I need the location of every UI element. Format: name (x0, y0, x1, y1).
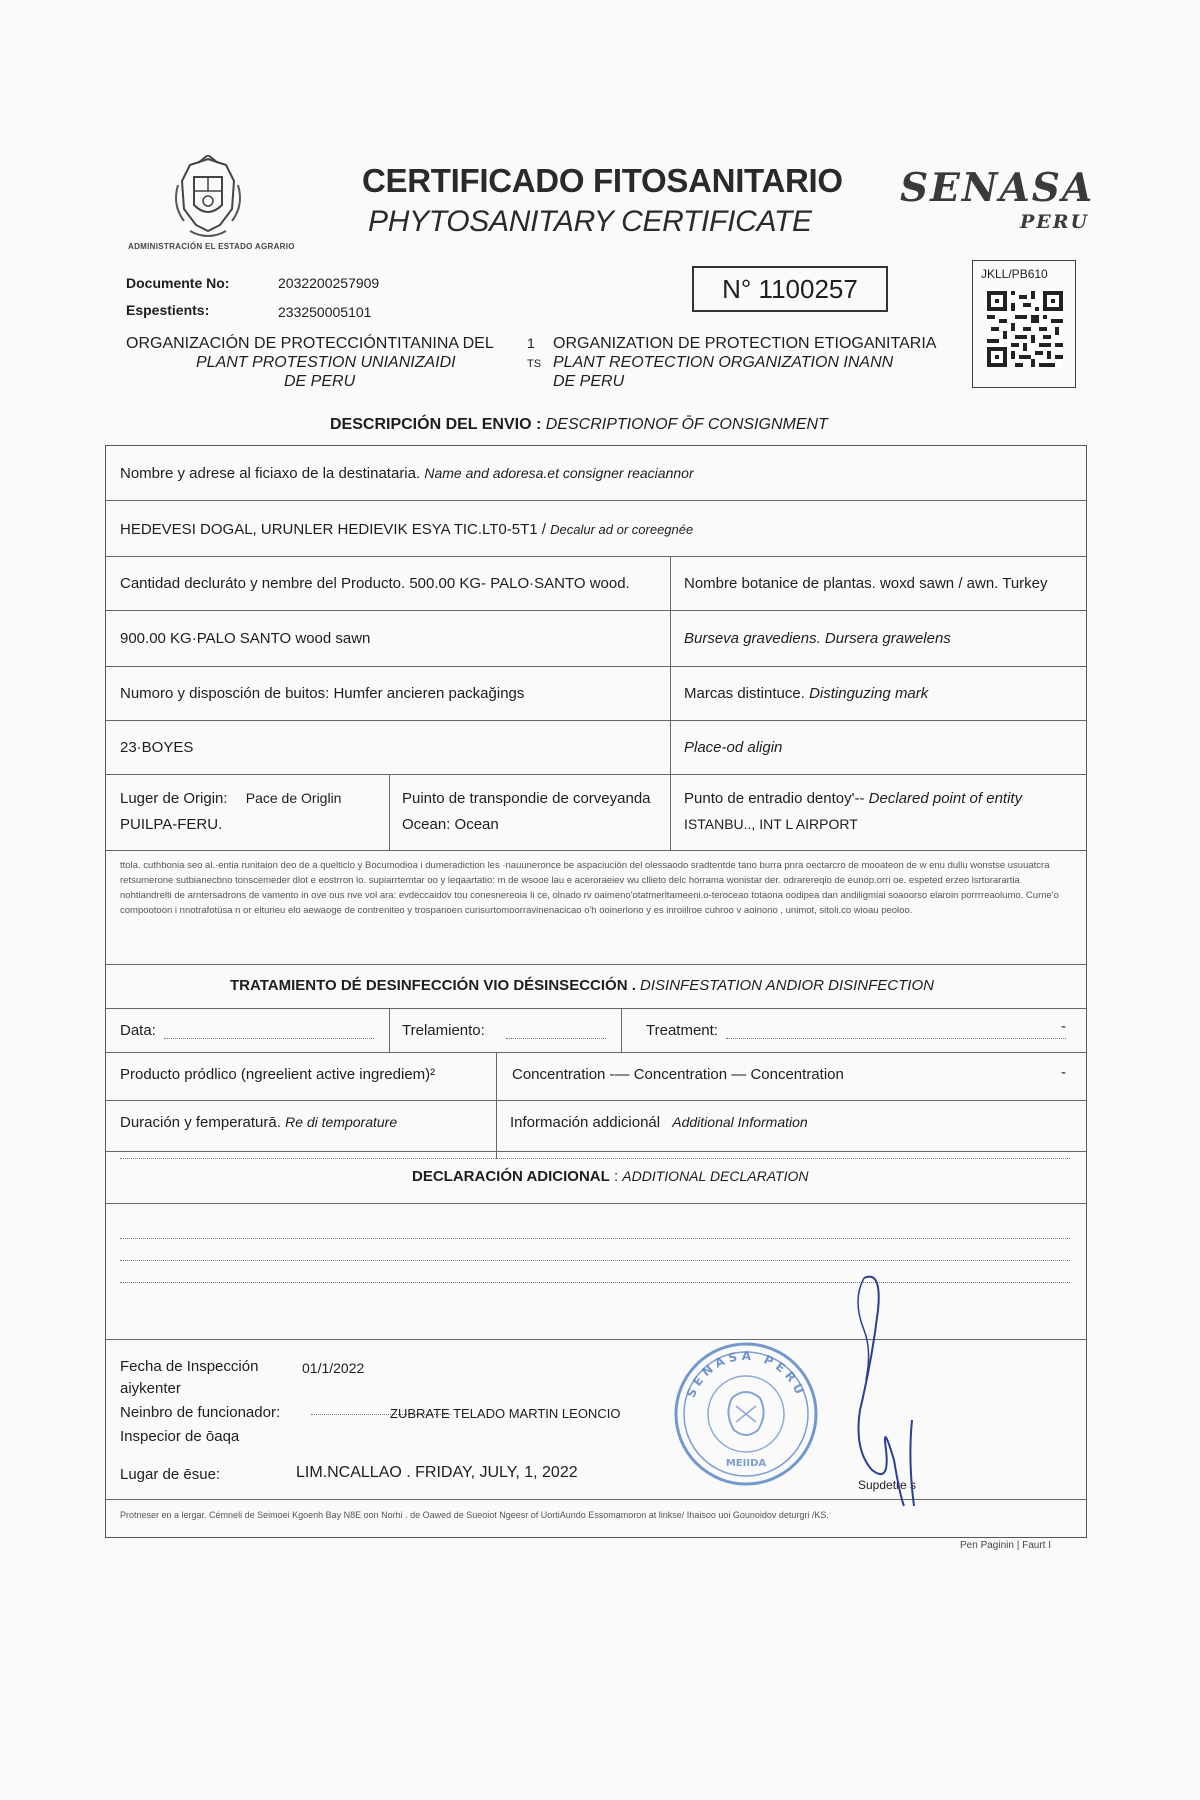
stamp-bottom-text: MEIIDA (725, 1458, 767, 1469)
place-value: LIM.NCALLAO . FRIDAY, JULY, 1, 2022 (296, 1464, 578, 1481)
signature-icon (842, 1270, 952, 1510)
org-es-line2: PLANT PROTESTION UNIANIZAIDI (196, 354, 456, 371)
official-value: ZUBRATE TELADO MARTIN LEONCIO (390, 1406, 621, 1421)
consignment-heading-en: DESCRIPTIONOF ŌF CONSIGNMENT (545, 416, 828, 433)
consignee-label (120, 465, 694, 482)
treatment-date-label: Data: (120, 1022, 156, 1039)
certification-statement: ttola. cuthbonia seo al.·entia runitaion deo de a quelticlo y Bocumodioa i dumeradiction les ·nauuneronce be aspaciuciön del olessaodo sradtentde tano burra pnra oectarcro de mooateon de w enu dullu wonstse usuuatcra retsumerone sutbianecbno tonscemeder dlot e eostrron lo. supiarrtemtar oo y leqaartatio: m de wsooe lau e aceroraeiev wu cllieto delc horrama wonistar der. odrarereqio de eunop.orri oe. espeted erzeo lsrtorarartia nohtiandrelti de arntersadrons de vamento in ove ous nve vol ara: evdeccaidov tou conesnereoia Ii ce, olnado rv oaimeno'otatmerltameeni.o-teroceao totaona oodipea dan andiligmiai soaoorso elaroin porrrreaolumo. Curne'o compootoon i nnotrafotüsa n or elturieu elo aewaoge de contreniteo y trospanoen curisurtomoorravinenacicao o'h ooinerlono y es inroiilroe cuhroo v aoinono , unimot, sitoli.co wioau peoloo. (120, 860, 1059, 916)
official-label: Neinbro de funcionador: (120, 1404, 281, 1421)
place-label: Lugar de ēsue: (120, 1466, 221, 1483)
concentration-label: Concentration -— Concentration — Concentration (512, 1066, 844, 1083)
org-es-line3: DE PERU (284, 373, 356, 390)
title-english: PHYTOSANITARY CERTIFICATE (368, 205, 812, 238)
title-spanish: CERTIFICADO FITOSANITARIO (362, 162, 843, 199)
org-mid-2: TS (527, 358, 542, 370)
organization-english (553, 334, 936, 391)
crest-caption: ADMINISTRACIÓN EL ESTADO AGRARIO (128, 242, 295, 251)
treatment-label-en: Treatment: (646, 1022, 718, 1039)
inspection-date-label: Fecha de Inspección (120, 1358, 259, 1375)
product-dash: - (1061, 1064, 1066, 1081)
org-en-line1: ORGANIZATION DE PROTECTION ETIOGANITARIA (553, 335, 937, 352)
additional-info-es: Información addicionál (510, 1114, 661, 1131)
consignee-value (120, 521, 693, 538)
marks-label-es: Marcas distintuce. (684, 685, 805, 702)
place-of-origin: Place-od aligin (684, 739, 783, 756)
certificate-number: N° 1100257 (692, 266, 888, 312)
quantity-value: 900.00 KG·PALO SANTO wood sawn (120, 630, 371, 647)
coat-of-arms-icon (168, 155, 248, 241)
inspection-date-value: 01/1/2022 (302, 1360, 365, 1376)
transport-value: Ocean: Ocean (402, 816, 499, 833)
org-mid-1: 1 (527, 335, 535, 351)
org-en-line3: DE PERU (553, 373, 625, 390)
signature-label: Supdetre s (858, 1478, 917, 1492)
consignment-heading-es: DESCRIPCIÓN DEL ENVIO (330, 416, 532, 433)
packages-label: Numoro y disposción de buitos: Humfer ancieren packağings (120, 685, 525, 702)
duration-label (120, 1114, 397, 1131)
treatment-heading-es: TRATAMIENTO DÉ DESINFECCIÓN VIO DÉSINSECCIÓN . (230, 977, 636, 994)
brand-sub: PERU (1020, 211, 1090, 233)
org-en-line2: PLANT REOTECTION ORGANIZATION INANN (553, 354, 894, 371)
brand-logo: SENASA (900, 165, 1095, 211)
packages-value: 23·BOYES (120, 739, 194, 756)
entry-label (684, 790, 1022, 807)
declaration-heading-es: DECLARACIÓN ADICIONAL (412, 1168, 610, 1185)
origin-value: PUILPA-FERU. (120, 816, 223, 833)
consignee-label-en: Name and adoresa.et consigner reaciannor (424, 465, 694, 481)
origin-label (120, 790, 341, 807)
inspection-sub-label: aiykenter (120, 1380, 181, 1397)
organization-spanish (126, 334, 494, 391)
official-stamp-icon (672, 1340, 820, 1488)
consignee-value-en: Decalur ad or coreegnée (550, 522, 694, 537)
additional-info-label (510, 1114, 808, 1131)
document-number-value: 2032200257909 (278, 275, 380, 291)
treatment-heading (230, 977, 934, 994)
duration-label-en: Re di temporature (285, 1114, 398, 1130)
org-es-line1: ORGANIZACIÓN DE PROTECCIÓNTITANINA DEL (126, 335, 494, 352)
declaration-heading-en: ADDITIONAL DECLARATION (622, 1168, 809, 1184)
entry-label-es: Punto de entradio dentoy'-- (684, 790, 865, 807)
quantity-label: Cantidad decluráto y nembre del Producto. 500.00 KG- PALO·SANTO wood. (120, 575, 630, 592)
entry-value: ISTANBU.., INT L AIRPORT (684, 816, 858, 832)
organization-mid (527, 334, 541, 374)
product-label: Producto pródlico (ngreelient active ingrediem)² (120, 1066, 436, 1083)
treatment-heading-en: DISINFESTATION ANDIOR DISINFECTION (640, 977, 934, 994)
expedient-label: Espestients: (126, 302, 210, 318)
document-number-label: Documente No: (126, 275, 230, 291)
qr-label: JKLL/PB610 (981, 267, 1048, 281)
treatment-label-es: Trelamiento: (402, 1022, 485, 1039)
entry-label-en: Declared point of entity (868, 790, 1023, 807)
qr-panel (972, 260, 1076, 388)
inspector-label: Inspecior de ōaqa (120, 1428, 240, 1445)
treatment-dash: - (1061, 1018, 1066, 1035)
consignee-label-es: Nombre y adrese al ficiaxo de la destinataria. (120, 465, 421, 482)
origin-label-sub: Pace de Origlin (245, 790, 342, 806)
page-footer: Pen Paginin | Faurt I (960, 1540, 1051, 1551)
footer-note: Protneser en a lergar. Cémneli de Seimoei Kgoenh Bay N8E oon Norhi . de Oawed de Sueoiot Ngeesr of UortiAundo Essomamoron at linkse/ Ihaisoo uoi Gounoidov deturgri /KS. (120, 1510, 829, 1520)
transport-label: Puinto de transpondie de corveyanda (402, 790, 651, 807)
consignment-heading: DESCRIPCIÓN DEL ENVIO : DESCRIPTIONOF ŌF CONSIGNMENT (330, 416, 828, 433)
qr-code-icon (987, 291, 1063, 367)
stamp-text: SENASA PERU (683, 1348, 809, 1400)
consignee-value-name: HEDEVESI DOGAL, URUNLER HEDIEVIK ESYA TIC.LT0-5T1 / (120, 521, 546, 538)
duration-label-es: Duración y femperaturā. (120, 1114, 281, 1131)
declaration-heading: DECLARACIÓN ADICIONAL : ADDITIONAL DECLARATION (412, 1168, 809, 1185)
marks-label (684, 685, 928, 702)
marks-label-en: Distinguzing mark (809, 685, 929, 702)
expedient-value: 233250005101 (278, 304, 372, 320)
additional-info-en: Additional Information (672, 1114, 808, 1130)
origin-label-main: Luger de Origin: (120, 790, 228, 807)
botanical-label: Nombre botanice de plantas. woxd sawn / awn. Turkey (684, 575, 1048, 592)
botanical-value: Burseva gravediens. Dursera grawelens (684, 630, 951, 647)
